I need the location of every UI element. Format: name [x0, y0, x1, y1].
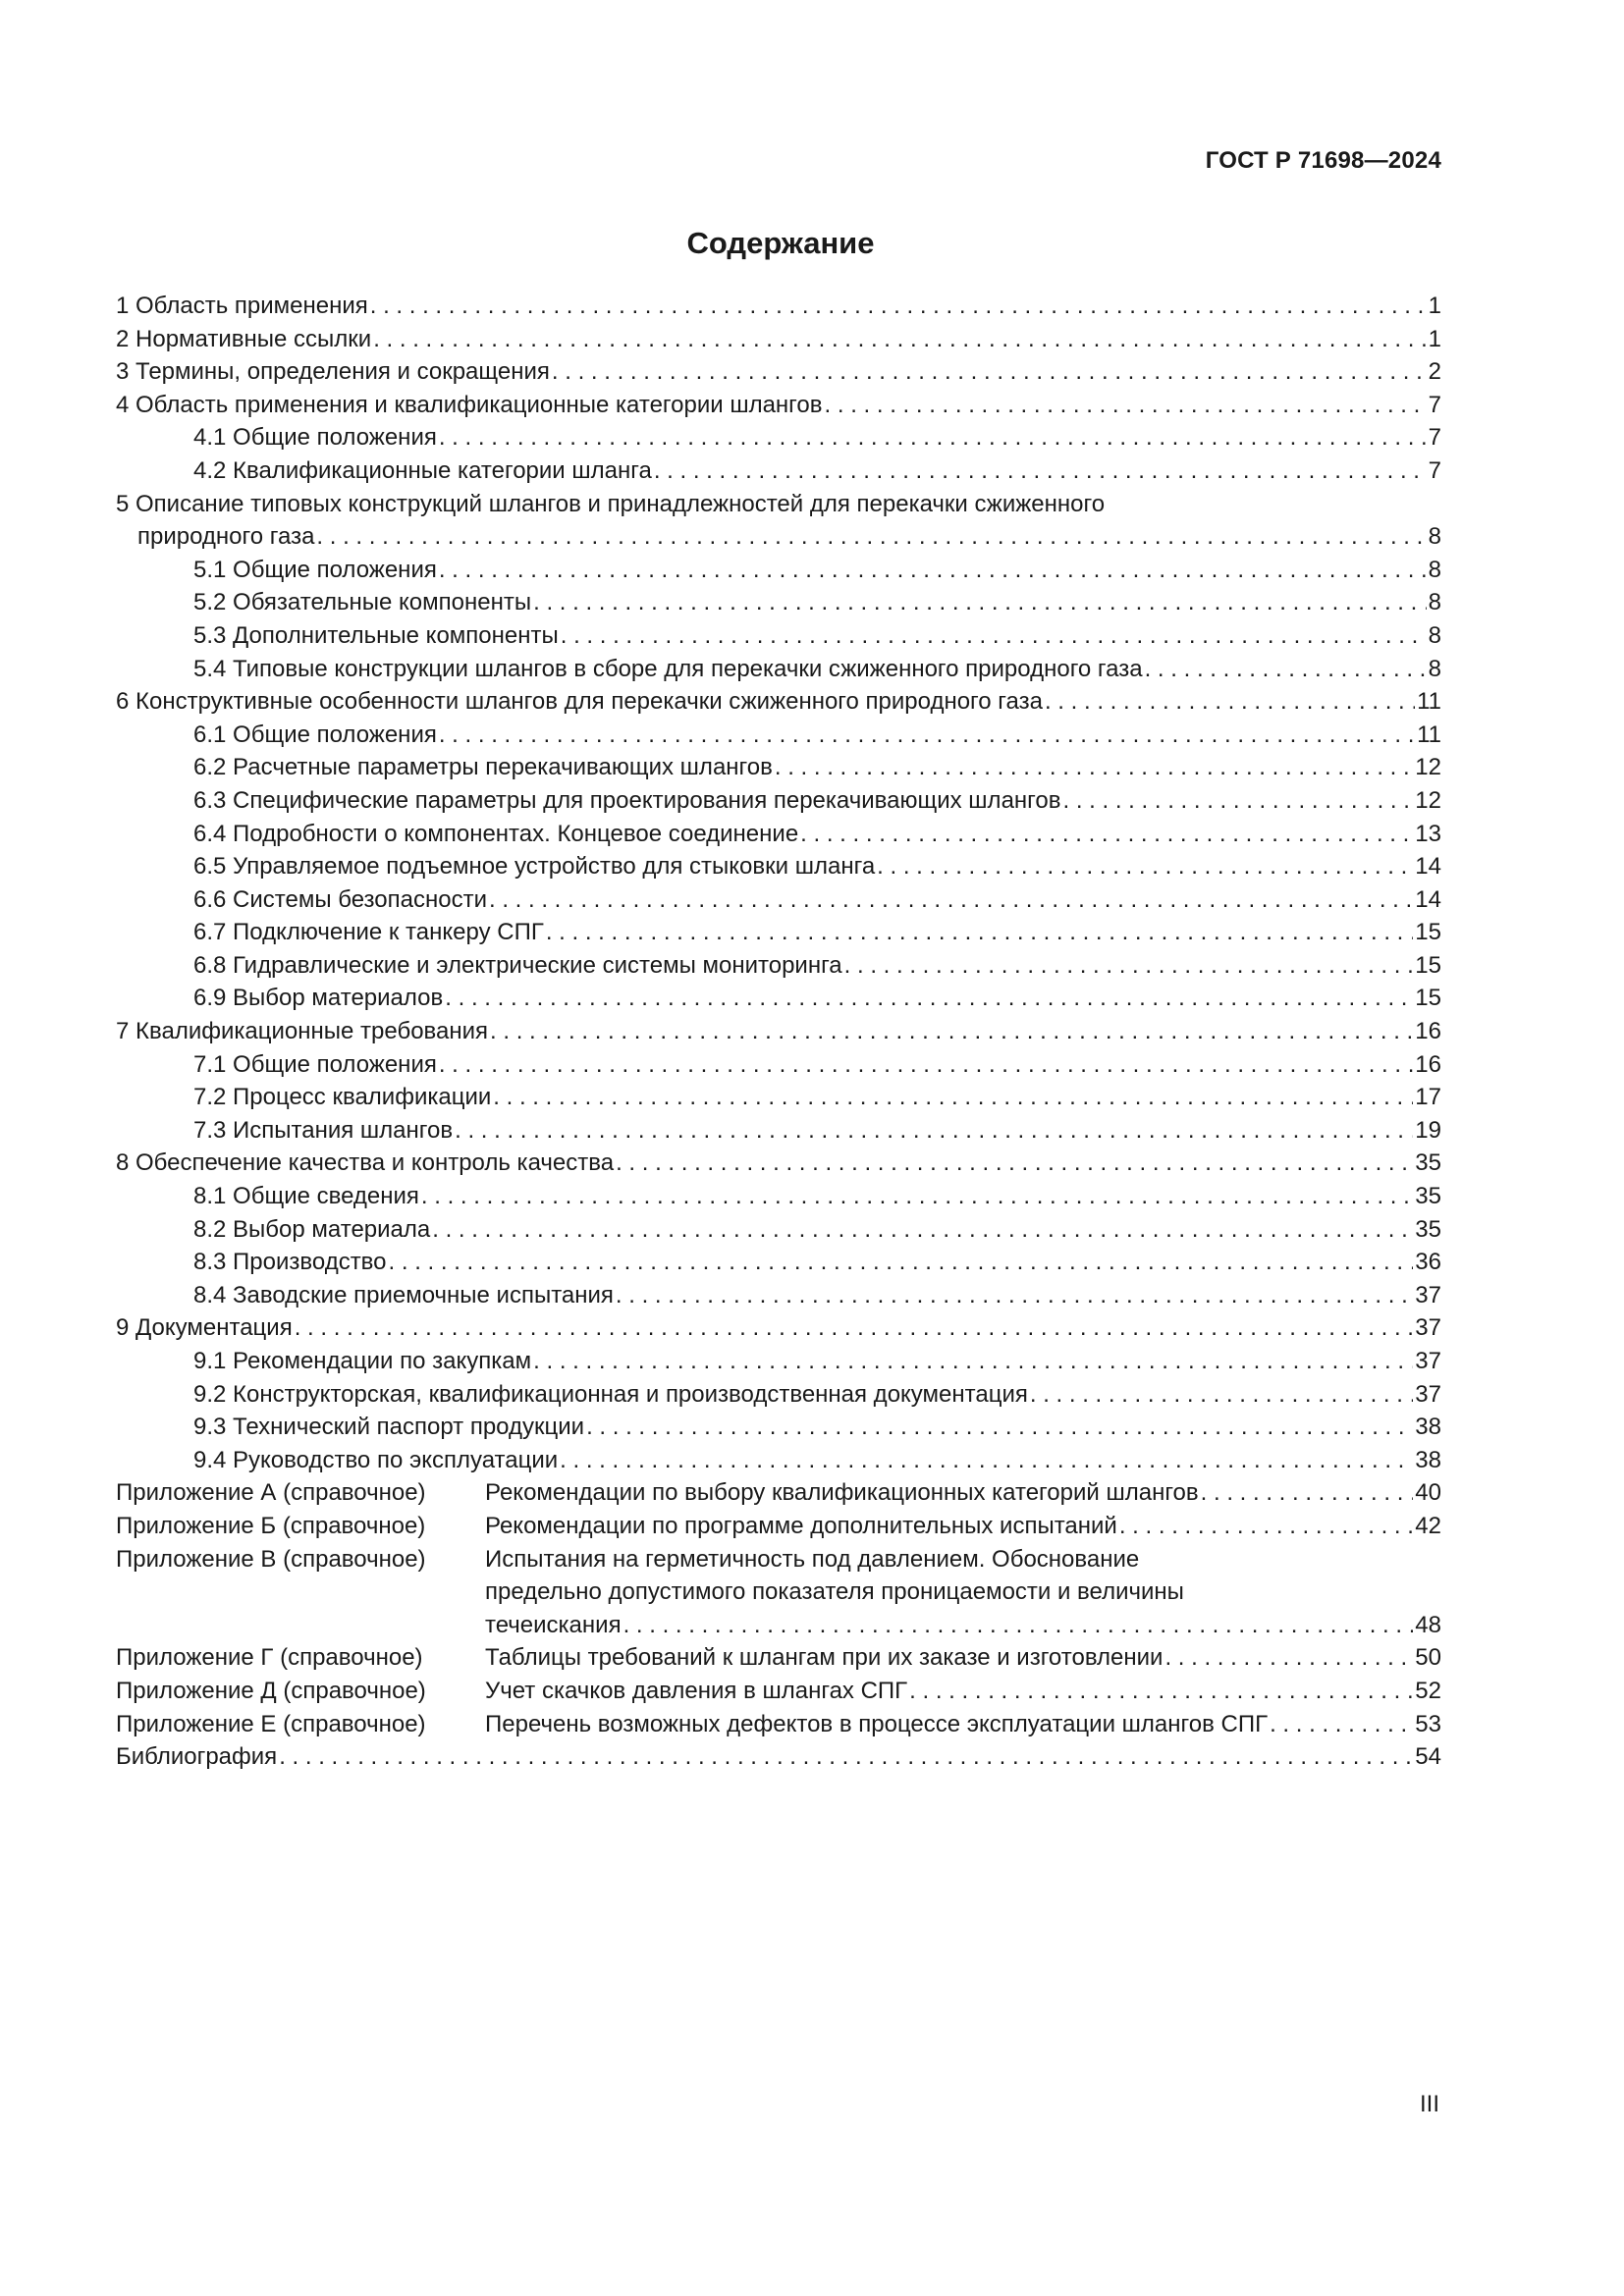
- toc-entry-7-2[interactable]: [116, 1081, 1441, 1114]
- toc-entry-6-3[interactable]: [116, 784, 1441, 818]
- toc-label: 9.2 Конструкторская, квалификационная и производственная документация: [193, 1380, 1028, 1408]
- leader-dots: [800, 818, 1413, 851]
- toc-page: 1: [1428, 325, 1441, 352]
- toc-entry-5-line2[interactable]: [116, 520, 1441, 554]
- toc-entry-5-1[interactable]: [116, 554, 1441, 587]
- toc-label: 5.1 Общие положения: [193, 556, 437, 583]
- toc-entry-8-2[interactable]: [116, 1213, 1441, 1247]
- leader-dots: [616, 1279, 1413, 1312]
- toc-page: 8: [1428, 589, 1441, 616]
- leader-dots: [825, 389, 1427, 422]
- toc-label: 1 Область применения: [116, 293, 368, 319]
- appendix-prefix: Приложение Г (справочное): [116, 1644, 423, 1672]
- leader-dots: [493, 1081, 1413, 1114]
- leader-dots: [909, 1675, 1413, 1708]
- leader-dots: [561, 619, 1427, 653]
- leader-dots: [533, 586, 1427, 619]
- toc-page: 11: [1417, 721, 1441, 748]
- toc-page: 15: [1415, 985, 1441, 1012]
- toc-entry-6[interactable]: [116, 685, 1441, 719]
- leader-dots: [586, 1411, 1413, 1444]
- toc-page: 16: [1415, 1018, 1441, 1045]
- appendix-prefix: Приложение А (справочное): [116, 1479, 426, 1507]
- toc-page: 42: [1415, 1512, 1441, 1539]
- toc-page: 7: [1428, 456, 1441, 484]
- toc-page: 37: [1415, 1348, 1441, 1374]
- leader-dots: [445, 982, 1413, 1015]
- leader-dots: [421, 1180, 1413, 1213]
- toc-label: 5 Описание типовых конструкций шлангов и принадлежностей для перекачки сжиженного: [116, 490, 1106, 517]
- leader-dots: [1045, 685, 1415, 719]
- toc-page: 36: [1415, 1249, 1441, 1276]
- toc-page: 37: [1415, 1281, 1441, 1308]
- toc-page: 14: [1415, 853, 1441, 881]
- leader-dots: [616, 1147, 1413, 1180]
- toc-page: 19: [1415, 1116, 1441, 1144]
- toc-label: 4.1 Общие положения: [193, 424, 437, 452]
- appendix-prefix: Приложение Д (справочное): [116, 1677, 426, 1704]
- leader-dots: [533, 1345, 1413, 1378]
- toc-label: 6.2 Расчетные параметры перекачивающих шлангов: [193, 754, 773, 781]
- toc-label: 2 Нормативные ссылки: [116, 325, 372, 352]
- toc-appendix-v-line3[interactable]: [116, 1609, 1441, 1642]
- toc-label: природного газа: [137, 523, 315, 551]
- toc-appendix-v-line1[interactable]: [116, 1543, 1441, 1576]
- toc-entry-9-1[interactable]: [116, 1345, 1441, 1378]
- appendix-title: Испытания на герметичность под давлением. Обоснование: [485, 1545, 1140, 1573]
- toc-appendix-d[interactable]: [116, 1675, 1441, 1708]
- leader-dots: [1063, 784, 1414, 818]
- toc-page: 12: [1415, 786, 1441, 814]
- leader-dots: [552, 355, 1427, 389]
- toc-entry-8[interactable]: [116, 1147, 1441, 1180]
- toc-page: 53: [1415, 1710, 1441, 1737]
- leader-dots: [389, 1246, 1414, 1279]
- leader-dots: [490, 1015, 1413, 1048]
- leader-dots: [489, 883, 1413, 917]
- toc-label: 9.1 Рекомендации по закупкам: [193, 1348, 532, 1374]
- toc-label: Библиография: [116, 1743, 278, 1771]
- toc-page: 38: [1415, 1414, 1441, 1441]
- toc-entry-9[interactable]: [116, 1311, 1441, 1345]
- standard-code: ГОСТ Р 71698—2024: [1205, 147, 1441, 174]
- appendix-title: Перечень возможных дефектов в процессе эксплуатации шлангов СПГ: [485, 1710, 1269, 1737]
- toc-label: 8.3 Производство: [193, 1249, 387, 1276]
- toc-page: 17: [1415, 1084, 1441, 1111]
- appendix-prefix: Приложение Е (справочное): [116, 1710, 426, 1737]
- leader-dots: [370, 290, 1427, 323]
- leader-dots: [373, 323, 1426, 356]
- toc-label: 6.8 Гидравлические и электрические системы мониторинга: [193, 951, 842, 979]
- toc-label: 7 Квалификационные требования: [116, 1018, 489, 1045]
- toc-page: 40: [1415, 1479, 1441, 1507]
- toc-entry-6-6[interactable]: [116, 883, 1441, 917]
- toc-label: 9.4 Руководство по эксплуатации: [193, 1446, 559, 1473]
- toc-page: 16: [1415, 1050, 1441, 1078]
- toc-entry-7-1[interactable]: [116, 1048, 1441, 1082]
- toc-label: 5.4 Типовые конструкции шлангов в сборе для перекачки сжиженного природного газа: [193, 655, 1143, 682]
- table-of-contents: [116, 290, 1441, 1774]
- toc-entry-6-7[interactable]: [116, 916, 1441, 949]
- toc-entry-8-4[interactable]: [116, 1279, 1441, 1312]
- leader-dots: [455, 1114, 1413, 1148]
- toc-entry-4[interactable]: [116, 389, 1441, 422]
- toc-label: 8.2 Выбор материала: [193, 1215, 431, 1243]
- appendix-title: Рекомендации по программе дополнительных испытаний: [485, 1512, 1117, 1539]
- toc-page: 8: [1428, 655, 1441, 682]
- toc-page: 50: [1415, 1644, 1441, 1672]
- toc-label: 9 Документация: [116, 1314, 293, 1342]
- toc-entry-4-2[interactable]: [116, 454, 1441, 488]
- toc-label: 3 Термины, определения и сокращения: [116, 358, 550, 386]
- leader-dots: [877, 850, 1413, 883]
- toc-page: 8: [1428, 556, 1441, 583]
- toc-label: 7.3 Испытания шлангов: [193, 1116, 454, 1144]
- appendix-prefix: Приложение В (справочное): [116, 1545, 426, 1573]
- toc-entry-7-3[interactable]: [116, 1114, 1441, 1148]
- toc-entry-5-2[interactable]: [116, 586, 1441, 619]
- toc-entry-2[interactable]: [116, 323, 1441, 356]
- leader-dots: [1270, 1708, 1413, 1741]
- leader-dots: [439, 421, 1427, 454]
- toc-label: 6.1 Общие положения: [193, 721, 437, 748]
- toc-entry-6-1[interactable]: [116, 719, 1441, 752]
- toc-label: 5.2 Обязательные компоненты: [193, 589, 532, 616]
- toc-page: 35: [1415, 1215, 1441, 1243]
- toc-entry-6-9[interactable]: [116, 982, 1441, 1015]
- toc-label: 6.4 Подробности о компонентах. Концевое соединение: [193, 820, 799, 847]
- leader-dots: [279, 1740, 1413, 1774]
- toc-page: 35: [1415, 1149, 1441, 1177]
- toc-label: 6.5 Управляемое подъемное устройство для стыковки шланга: [193, 853, 876, 881]
- toc-label: 7.1 Общие положения: [193, 1050, 437, 1078]
- page-title: Содержание: [686, 226, 875, 260]
- leader-dots: [316, 520, 1426, 554]
- toc-entry-1[interactable]: [116, 290, 1441, 323]
- leader-dots: [1030, 1378, 1413, 1412]
- toc-label: 6.6 Системы безопасности: [193, 885, 487, 913]
- toc-page: 35: [1415, 1183, 1441, 1210]
- toc-label: 5.3 Дополнительные компоненты: [193, 621, 559, 649]
- toc-entry-8-1[interactable]: [116, 1180, 1441, 1213]
- toc-label: 8 Обеспечение качества и контроль качества: [116, 1149, 615, 1177]
- toc-entry-6-4[interactable]: [116, 818, 1441, 851]
- toc-entry-4-1[interactable]: [116, 421, 1441, 454]
- toc-appendix-g[interactable]: [116, 1641, 1441, 1675]
- appendix-title: Рекомендации по выбору квалификационных категорий шлангов: [485, 1479, 1199, 1507]
- toc-label: 6 Конструктивные особенности шлангов для перекачки сжиженного природного газа: [116, 688, 1043, 716]
- toc-page: 12: [1415, 754, 1441, 781]
- leader-dots: [439, 1048, 1413, 1082]
- toc-entry-3[interactable]: [116, 355, 1441, 389]
- toc-entry-8-3[interactable]: [116, 1246, 1441, 1279]
- leader-dots: [1201, 1476, 1414, 1510]
- leader-dots: [623, 1609, 1414, 1642]
- toc-label: 6.7 Подключение к танкеру СПГ: [193, 919, 544, 946]
- toc-entry-6-8[interactable]: [116, 949, 1441, 983]
- toc-label: 4 Область применения и квалификационные категории шлангов: [116, 391, 823, 418]
- leader-dots: [1164, 1641, 1413, 1675]
- toc-page: 52: [1415, 1677, 1441, 1704]
- leader-dots: [1119, 1510, 1413, 1543]
- toc-label: 4.2 Квалификационные категории шланга: [193, 456, 652, 484]
- toc-page: 54: [1415, 1743, 1441, 1771]
- toc-bibliography[interactable]: [116, 1740, 1441, 1774]
- appendix-title: Таблицы требований к шлангам при их заказе и изготовлении: [485, 1644, 1164, 1672]
- appendix-title: течеискания: [485, 1611, 622, 1638]
- leader-dots: [1145, 653, 1427, 686]
- toc-entry-9-4[interactable]: [116, 1444, 1441, 1477]
- toc-page: 11: [1417, 688, 1441, 716]
- toc-appendix-v-line2[interactable]: [116, 1575, 1441, 1609]
- page-number: III: [1419, 2091, 1439, 2117]
- leader-dots: [560, 1444, 1413, 1477]
- appendix-title: Учет скачков давления в шлангах СПГ: [485, 1677, 908, 1704]
- toc-label: 7.2 Процесс квалификации: [193, 1084, 492, 1111]
- toc-page: 37: [1415, 1314, 1441, 1342]
- leader-dots: [546, 916, 1413, 949]
- toc-appendix-a[interactable]: [116, 1476, 1441, 1510]
- toc-page: 37: [1415, 1380, 1441, 1408]
- toc-page: 7: [1428, 424, 1441, 452]
- toc-entry-5-4[interactable]: [116, 653, 1441, 686]
- toc-appendix-b[interactable]: [116, 1510, 1441, 1543]
- toc-entry-5-3[interactable]: [116, 619, 1441, 653]
- toc-page: 48: [1415, 1611, 1441, 1638]
- appendix-title: предельно допустимого показателя проницаемости и величины: [485, 1578, 1184, 1606]
- toc-label: 8.1 Общие сведения: [193, 1183, 419, 1210]
- leader-dots: [295, 1311, 1414, 1345]
- toc-page: 15: [1415, 919, 1441, 946]
- toc-label: 6.3 Специфические параметры для проектирования перекачивающих шлангов: [193, 786, 1061, 814]
- toc-label: 8.4 Заводские приемочные испытания: [193, 1281, 614, 1308]
- toc-entry-5-line1[interactable]: [116, 488, 1441, 521]
- toc-entry-9-3[interactable]: [116, 1411, 1441, 1444]
- toc-label: 6.9 Выбор материалов: [193, 985, 444, 1012]
- leader-dots: [432, 1213, 1413, 1247]
- appendix-prefix: Приложение Б (справочное): [116, 1512, 426, 1539]
- toc-appendix-e[interactable]: [116, 1708, 1441, 1741]
- leader-dots: [439, 554, 1427, 587]
- toc-page: 1: [1428, 293, 1441, 319]
- toc-entry-6-2[interactable]: [116, 751, 1441, 784]
- toc-page: 14: [1415, 885, 1441, 913]
- toc-page: 2: [1428, 358, 1441, 386]
- toc-label: 9.3 Технический паспорт продукции: [193, 1414, 585, 1441]
- toc-entry-9-2[interactable]: [116, 1378, 1441, 1412]
- toc-page: 8: [1428, 621, 1441, 649]
- leader-dots: [654, 454, 1427, 488]
- toc-page: 38: [1415, 1446, 1441, 1473]
- leader-dots: [439, 719, 1415, 752]
- toc-page: 8: [1428, 523, 1441, 551]
- leader-dots: [775, 751, 1413, 784]
- toc-entry-6-5[interactable]: [116, 850, 1441, 883]
- toc-page: 15: [1415, 951, 1441, 979]
- leader-dots: [844, 949, 1414, 983]
- toc-page: 7: [1428, 391, 1441, 418]
- toc-page: 13: [1415, 820, 1441, 847]
- toc-entry-7[interactable]: [116, 1015, 1441, 1048]
